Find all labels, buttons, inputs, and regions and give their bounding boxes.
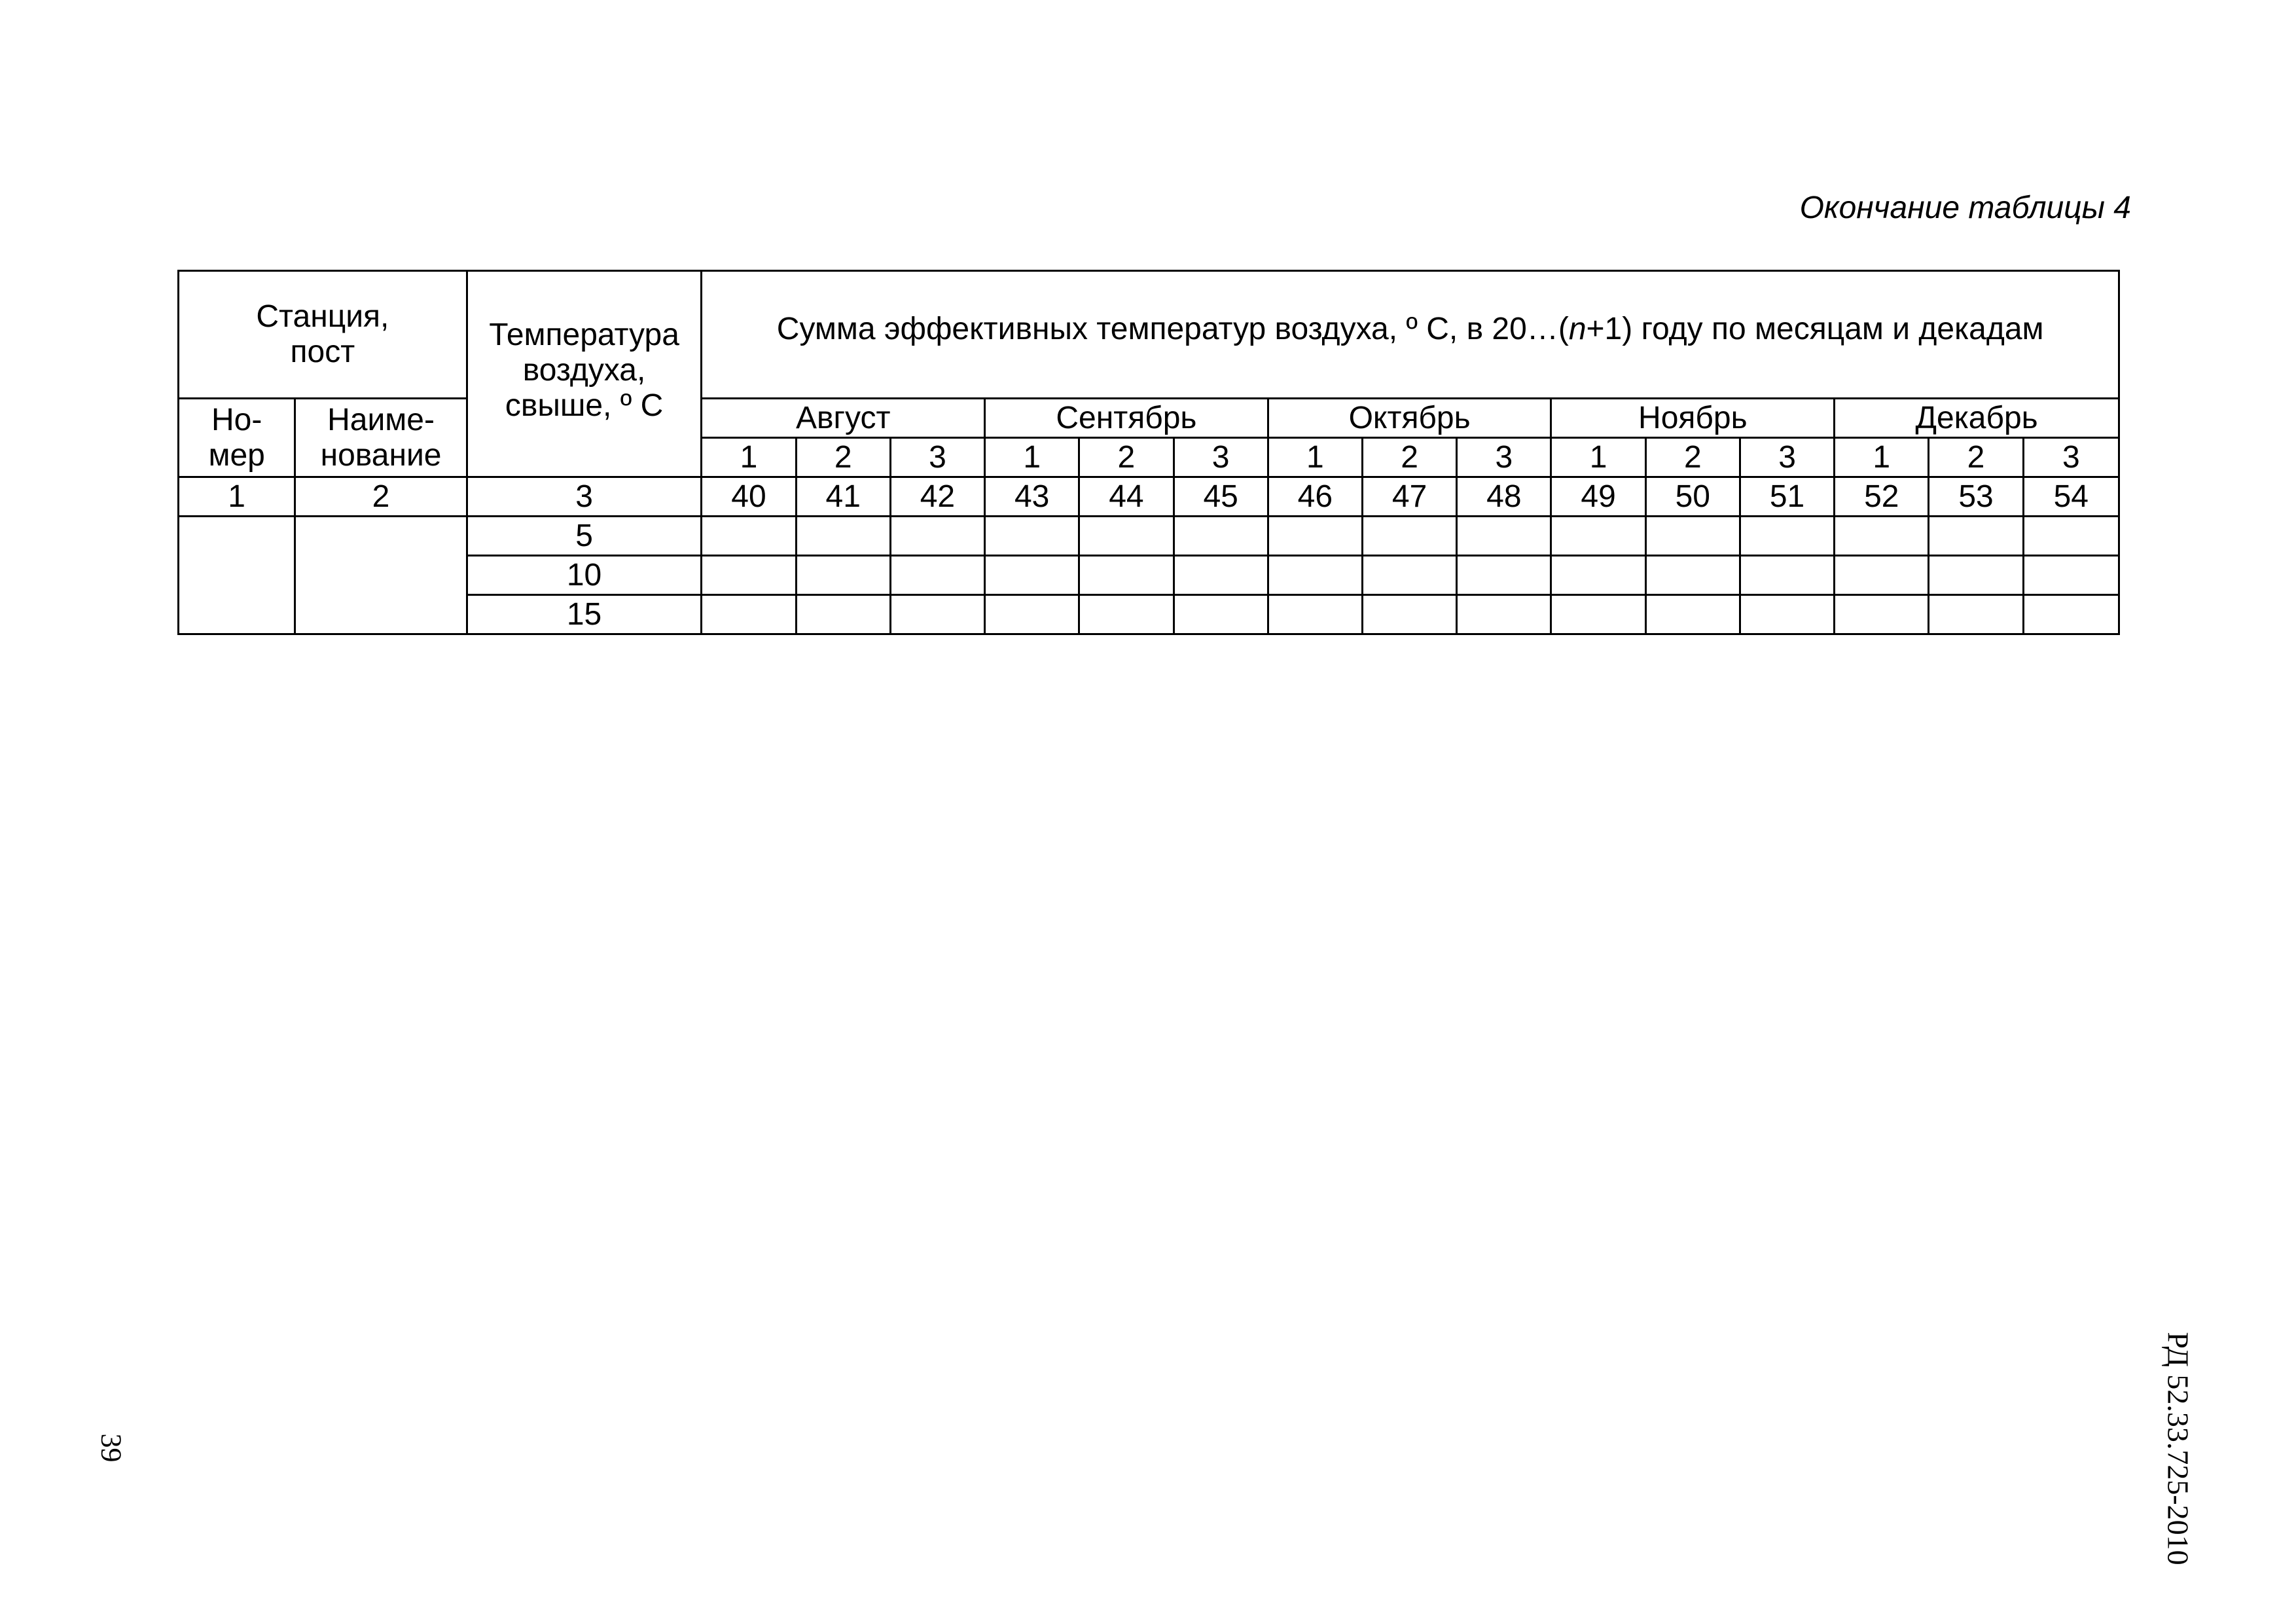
value-cell [1362,556,1456,595]
value-cell [1551,595,1645,634]
decade-header: 2 [1079,438,1174,477]
value-cell [796,595,890,634]
value-cell [1551,517,1645,556]
decade-header: 3 [1174,438,1268,477]
value-cell [1457,517,1551,556]
value-cell [1835,517,1929,556]
decade-header: 1 [1551,438,1645,477]
table-caption: Окончание таблицы 4 [1799,191,2131,225]
value-cell [1362,595,1456,634]
decade-header: 2 [1645,438,1740,477]
value-cell [1929,556,2023,595]
column-number-cell: 53 [1929,477,2023,517]
value-cell [1835,595,1929,634]
decade-header: 2 [796,438,890,477]
value-cell [1929,595,2023,634]
value-cell [890,595,984,634]
value-cell [1645,517,1740,556]
decade-header: 2 [1362,438,1456,477]
column-number-cell: 54 [2023,477,2119,517]
value-cell [1835,556,1929,595]
column-number-cell: 43 [985,477,1079,517]
station-number-cell [179,517,295,634]
header-row-title [179,271,2119,399]
value-cell [1174,595,1268,634]
sum-header [702,271,2119,399]
column-number-cell: 1 [179,477,295,517]
value-cell [1079,595,1174,634]
station-name-cell [295,517,467,634]
value-cell [985,517,1079,556]
temperature-header: Температура воздуха, свыше, º С [467,271,702,477]
value-cell [702,517,796,556]
month-header: Сентябрь [985,399,1268,438]
column-number-cell: 44 [1079,477,1174,517]
value-cell [2023,556,2119,595]
decade-header: 1 [1268,438,1362,477]
name-header: Наиме- нование [295,399,467,477]
value-cell [1740,595,1834,634]
temperature-threshold-cell: 10 [467,556,702,595]
month-header: Ноябрь [1551,399,1835,438]
sum-header-text-start: Сумма эффективных температур воздуха, º С, в 20…( [776,312,1569,346]
temperature-threshold-cell: 15 [467,595,702,634]
value-cell [1362,517,1456,556]
value-cell [1929,517,2023,556]
decade-header: 1 [1835,438,1929,477]
column-number-cell: 50 [1645,477,1740,517]
column-number-row [179,477,2119,517]
value-cell [1079,517,1174,556]
value-cell [1268,595,1362,634]
value-cell [2023,595,2119,634]
decade-header: 1 [985,438,1079,477]
value-cell [702,595,796,634]
column-number-cell: 49 [1551,477,1645,517]
decade-header: 3 [1457,438,1551,477]
sum-header-n: n [1568,312,1587,346]
value-cell [1457,556,1551,595]
column-number-cell: 40 [702,477,796,517]
decade-header: 3 [1740,438,1834,477]
value-cell [796,556,890,595]
value-cell [890,517,984,556]
column-number-cell: 45 [1174,477,1268,517]
month-header: Август [702,399,985,438]
document-id: РД 52.33.725-2010 [2161,1332,2195,1565]
value-cell [890,556,984,595]
value-cell [1551,556,1645,595]
value-cell [1645,595,1740,634]
value-cell [702,556,796,595]
column-number-cell: 46 [1268,477,1362,517]
value-cell [2023,517,2119,556]
column-number-cell: 47 [1362,477,1456,517]
number-header: Но- мер [179,399,295,477]
table-row [179,595,2119,634]
value-cell [796,517,890,556]
column-number-cell: 41 [796,477,890,517]
column-number-cell: 51 [1740,477,1834,517]
column-number-cell: 3 [467,477,702,517]
effective-temperature-table [177,270,2120,635]
decade-header: 2 [1929,438,2023,477]
decade-header: 1 [702,438,796,477]
page-number: 39 [95,1433,128,1463]
value-cell [985,556,1079,595]
value-cell [1174,517,1268,556]
value-cell [1740,556,1834,595]
value-cell [1457,595,1551,634]
value-cell [1645,556,1740,595]
decade-header: 3 [2023,438,2119,477]
value-cell [1268,556,1362,595]
table-row [179,517,2119,556]
column-number-cell: 2 [295,477,467,517]
month-header: Декабрь [1835,399,2119,438]
column-number-cell: 52 [1835,477,1929,517]
temperature-threshold-cell: 5 [467,517,702,556]
table-row [179,556,2119,595]
value-cell [985,595,1079,634]
station-header: Станция, пост [179,271,467,399]
sum-header-text-end: +1) году по месяцам и декадам [1586,312,2044,346]
value-cell [1268,517,1362,556]
column-number-cell: 42 [890,477,984,517]
value-cell [1079,556,1174,595]
value-cell [1740,517,1834,556]
value-cell [1174,556,1268,595]
month-header: Октябрь [1268,399,1551,438]
column-number-cell: 48 [1457,477,1551,517]
decade-header: 3 [890,438,984,477]
